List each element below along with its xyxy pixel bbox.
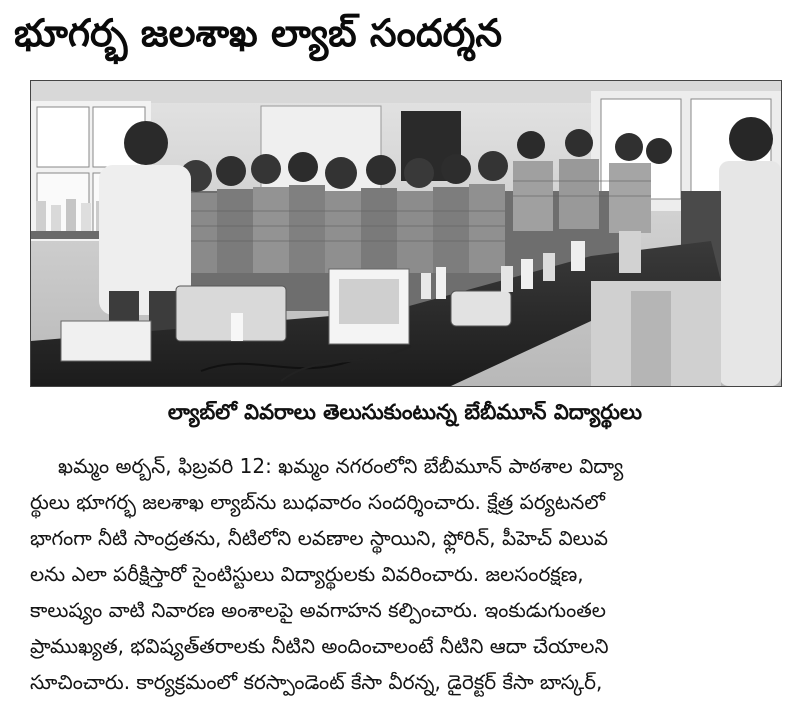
body-line: ర్థులు భూగర్భ జలశాఖ ల్యాబ్‌ను బుధవారం సందర్శించారు. క్షేత్ర పర్యటనలో [30, 490, 605, 514]
body-line: ప్రాముఖ్యత, భవిష్యత్‌తరాలకు నీటిని అందించాలంటే నీటిని ఆదా చేయాలని [30, 634, 609, 658]
article-headline: భూగర్భ జలశాఖ ల్యాబ్ సందర్శన [14, 11, 503, 55]
body-line: సూచించారు. కార్యక్రమంలో కరస్పాండెంట్ కేసా వీరన్న, డైరెక్టర్ కేసా బాస్కర్, [30, 670, 603, 694]
body-line: భాగంగా నీటి సాంద్రతను, నీటిలోని లవణాల స్థాయిని, ఫ్లోరిన్, పీహెచ్ విలువ [30, 526, 608, 550]
body-line: కాలుష్యం వాటి నివారణ అంశాలపై అవగాహన కల్పించారు. ఇంకుడుగుంతల [30, 598, 606, 622]
body-line: లను ఎలా పరీక్షిస్తారో సైంటిస్టులు విద్యార్థులకు వివరించారు. జలసంరక్షణ, [30, 562, 584, 586]
photo-caption: ల్యాబ్‌లో వివరాలు తెలుసుకుంటున్న బేబీమూన్ విద్యార్థులు [167, 400, 643, 424]
body-line: ఖమ్మం అర్బన్, ఫిబ్రవరి 12: ఖమ్మం నగరంలోని బేబీమూన్ పాఠశాల విద్యా [58, 454, 624, 478]
lab-visit-photo [30, 80, 782, 387]
article-body [30, 448, 782, 700]
